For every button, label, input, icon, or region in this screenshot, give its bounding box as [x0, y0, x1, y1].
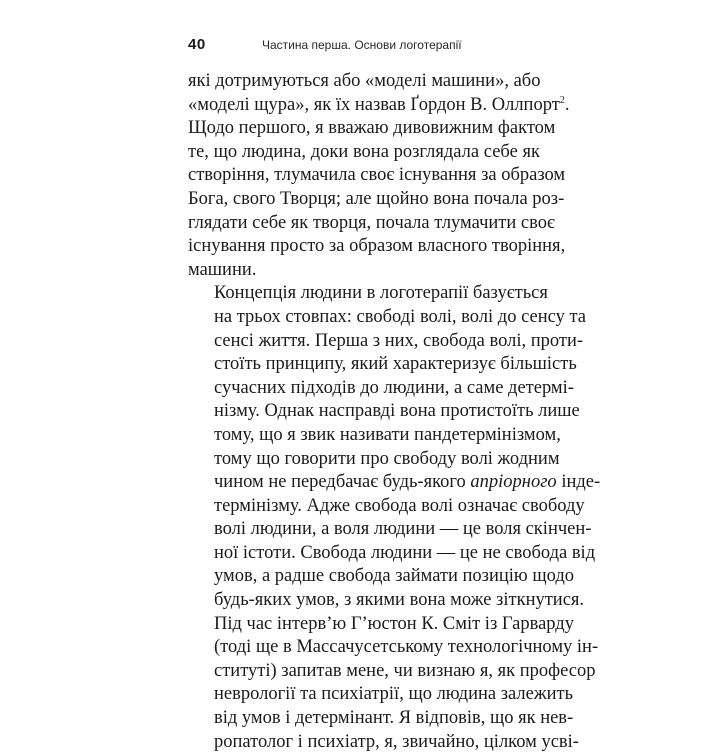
text-line: термінізму. Адже свобода волі означає свободу [214, 495, 585, 516]
text-line: глядати себе як творця, почала тлумачити своє [188, 212, 555, 233]
body-text [188, 70, 601, 754]
italic-term: апріорного [470, 472, 557, 493]
text-line: які дотримуються або «моделі машини», або [188, 71, 541, 91]
text-line: нізму. Однак насправді вона протистоїть лише [214, 401, 580, 422]
text-line: «моделі щура», як їх назвав Ґордон В. Оллпорт$^2$. [188, 94, 570, 115]
text-line: машини. [188, 259, 257, 280]
page-number: 40 [188, 36, 206, 53]
text-line: від умов і детермінант. Я відповів, що як нев- [214, 708, 574, 729]
text-line: умов, а радше свобода займати позицію щодо [214, 566, 575, 587]
section-title: Частина перша. Основи логотерапії [262, 38, 462, 52]
text-line: ституті) запитав мене, чи визнаю я, як професор [214, 660, 596, 681]
text-line: сенсі життя. Перша з них, свобода волі, проти- [214, 330, 584, 351]
paragraph-1 [188, 70, 570, 282]
text-line-content: чином не передбачає будь-якого [214, 472, 466, 493]
paragraph-3 [188, 613, 599, 754]
text-line: на трьох стовпах: свободі волі, волі до сенсу та [214, 306, 586, 327]
footnote-ref: 2 [559, 94, 565, 106]
running-head [188, 36, 548, 58]
text-line: ної істоти. Свобода людини — це не свобода від [214, 542, 596, 563]
text-line-content: «моделі щура», як їх назвав Ґордон В. Оллпорт [188, 94, 560, 115]
text-line-tail: інде- [561, 472, 601, 493]
text-line: волі людини, а воля людини — це воля скінчен- [214, 519, 592, 540]
text-line: стоїть принципу, який характеризує більшість [214, 354, 577, 375]
text-line: те, що людина, доки вона розглядала себе як [188, 141, 540, 162]
text-line: Бога, свого Творця; але щойно вона почала роз- [188, 188, 565, 209]
text-line: ропатолог і психіатр, я, звичайно, цілком усві- [214, 731, 579, 752]
text-line [188, 471, 601, 495]
text-line: тому що говорити про свободу волі жодним [214, 448, 560, 469]
text-line: Під час інтерв’ю Г’юстон К. Сміт із Гарварду [214, 613, 574, 634]
text-line: існування просто за образом власного творіння, [188, 236, 566, 257]
text-line: будь-яких умов, з якими вона може зіткнутися. [214, 590, 585, 611]
text-line: Концепція людини в логотерапії базується [214, 283, 548, 304]
paragraph-2 [188, 282, 601, 612]
text-line: створіння, тлумачила своє існування за образом [188, 165, 566, 186]
text-line: (тоді ще в Массачусетському технологічному ін- [214, 637, 599, 658]
text-line: неврології та психіатрії, що людина залежить [214, 684, 574, 705]
text-line: Щодо першого, я вважаю дивовижним фактом [188, 118, 556, 139]
text-line: сучасних підходів до людини, а саме детермі- [214, 377, 574, 398]
text-line: тому, що я звик називати пандетермінізмом, [214, 424, 561, 445]
